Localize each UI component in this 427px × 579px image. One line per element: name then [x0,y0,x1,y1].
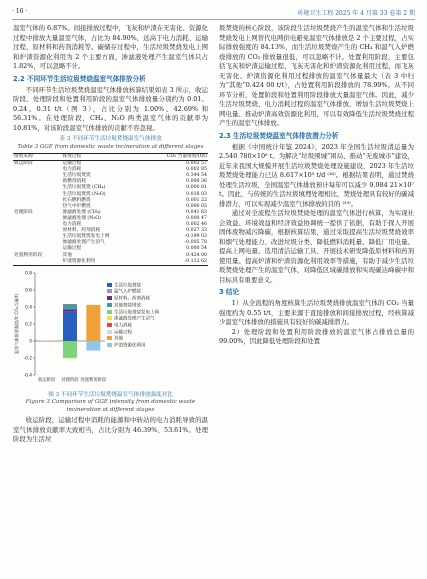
legend-swatch [107,303,112,307]
table-cell: 运输过程 [62,161,82,167]
table-row [13,259,208,266]
y-axis-label: 温室气体排放强度/(t CO₂当量/t) [14,293,19,354]
table-cell: 0.018 03 [186,191,207,197]
y-tick-label: 0 [29,339,32,345]
table-cell: 电力消耗 [62,167,82,173]
table-cell: 0.027 33 [186,228,207,234]
table-cell: 其他 [62,252,72,258]
legend-item [107,289,159,296]
table-cell: 0.000 01 [186,185,207,191]
paragraph: 圾焚烧的核心阶段，该阶段生活垃圾焚烧产生的温室气体和生活垃圾焚烧发电上网替代电网供电避免温室气体排放是 2 个主要过程，占实际排放强度的 84.13%，而生活垃圾焚烧产生的 CH₄ 和温气入炉燃烧排放的 CO₂ 排放量很低，可以忽略不计。处置利用阶段，主要包括飞灰和炉渣运输过程、飞灰无害化和炉渣资源化利用过程，而飞灰无害化、炉渣资源化利用过程排放的温室气体量最大（表 3 中归为“其他”0.424 00 t/t），占处置利用阶段排放的 78.99%。从不同环节分析，处置阶段和处置利用阶段排放大量温室气体。因此，减少生活垃圾焚烧、电力消耗过程的温室气体排放，增加生活垃圾焚烧上网电量、推动炉渣高效资源化利用，可以有效降低生活垃圾焚烧过程产生的温室气体排放。 [219,24,414,127]
figure-caption-en: Figure 3 Comparison of GGE intensity from domestic waste incineration at different stages [25,399,196,413]
bar-segment [86,341,100,351]
table-cell: 0.000 54 [186,246,207,252]
table-cell: 收运阶段 [14,161,33,167]
table-cell: 化石燃料燃烧 [62,197,91,203]
page-header [12,7,415,19]
x-category-label: 处置利用阶段 [80,377,107,383]
legend-label: 电力消耗 [114,323,132,329]
bar-segment [86,305,100,341]
bar-segment [63,311,77,340]
legend-label: 渗滤液处理产生沼气 [114,316,155,322]
y-tick-label: -0.2 [23,356,32,362]
legend-swatch [107,343,112,347]
legend-label: 其他焚烧排放 [114,303,141,309]
table-cell: 生活垃圾焚烧 (CH₄) [62,185,106,191]
bar-segment [63,304,77,309]
table-cell: -0.005 78 [184,240,207,246]
legend-swatch [107,289,112,293]
figure-caption: 图 3 不同环节生活垃圾焚烧温室气体排放强度对比 [48,391,173,398]
legend-item [107,323,159,330]
y-tick-label: -0.4 [23,373,32,379]
figure-3 [13,269,208,389]
x-category-label: 收运阶段 [38,377,56,383]
legend-label: 生活垃圾焚烧 [114,283,141,289]
legend-item [107,310,159,317]
table-cell: 渗滤液处理 (N₂O) [62,215,101,221]
paragraph: 收运阶段，运输过程中消耗的能源和中转站的电力消耗导致的温室气体排放贡献率大致相当，占比分别为 46.39%、53.61%。处理阶段为生活垃 [13,416,208,444]
legend-label: 原材料、药剂消耗 [114,296,150,302]
paragraph: 不同环节生活垃圾焚烧温室气体排放核算结果如表 3 所示，收运阶段、处理阶段和处置利用阶段的温室气体排放量分别约为 0.01、0.24、0.31 t/t（图 3），占比分别为 1.00%、42.69% 和 56.31%。在处理阶段，CH₄、N₂O 两类温室气体的贡献率为 10.81%，对该阶段温室气体排放的贡献不容忽视。 [13,85,208,132]
legend-item [107,336,159,343]
legend-swatch [107,323,112,327]
table-cell: 0.424 00 [186,252,207,258]
table-cell: 0.002 57 [186,161,207,167]
legend-swatch [107,316,112,320]
legend-label: 其他 [114,336,123,342]
table-cell: 0.002 46 [186,222,207,228]
legend-item [107,330,159,337]
section-heading-2-2: 2.2 不同环节生活垃圾焚烧温室气体排放分析 [13,74,146,83]
table-cell: -0.199 03 [184,234,207,240]
legend-swatch [107,296,112,300]
legend-swatch [107,283,112,287]
bar-segment [63,309,77,311]
table-cell: 助燃剂消耗 [62,179,86,185]
table-cell: 生活垃圾焚烧 [62,173,91,179]
table-caption: 表 3 不同环节生活垃圾焚烧温室气体排放 [59,136,162,142]
legend-item [107,303,159,310]
table-header-cell: CO₂ 当量排放/(t/t) [140,154,208,161]
y-tick-label: 0.8 [25,271,32,277]
table-cell: 原材料、药剂消耗 [62,228,101,234]
table-cell: 渗滤液处理产生沼气 [62,240,105,246]
table-header-row [13,154,208,161]
table-cell: 炉渣资源化利用 [62,258,96,264]
table-cell: 0.001 22 [186,197,207,203]
table-cell: 电力消耗 [62,222,82,228]
table-body [13,161,208,266]
table-cell: 处置利用阶段 [14,252,43,258]
chart-legend [107,283,159,350]
conclusion-2: 2）处理阶段和处置利用阶段排放的温室气体占排放总量的 99.00%，因此降低处理阶段和处置 [219,327,414,345]
table-header-cell: 排放过程 [62,154,141,161]
section-heading-3: 3 结论 [219,288,240,296]
bar-segment [63,341,77,358]
paragraph: 根据《中国统计年鉴 2024》，2023 年全国生活垃圾清运量为 2.540 780×10⁸ t。为解决“垃圾围城”困局、推动“无废城市”建设，近年来我国大规模开展生活垃圾焚烧处理设施建设，2023 年生活垃圾焚烧处理能力已达 8.617×10⁵ t/d ⁽³⁸⁾。根据结果表明，通过焚烧处理生活垃圾，全国温室气体排放预计每年可以减少 9.984 21×10⁷ t。因此，与传统的生活垃圾填埋处理相比，焚烧处理具有较好的碳减排潜力，可以实现减少温室气体排放的目的 ⁽³⁹⁾。 [219,142,414,208]
table-cell: 处理阶段 [14,209,33,215]
legend-label: 温气入炉燃烧 [114,289,141,295]
table-cell: 0.000 36 [186,179,207,185]
y-tick-label: 0.4 [25,305,32,311]
conclusion-1: 1）从全流程的角度核算生活垃圾焚烧排放温室气体的 CO₂ 当量强度约为 0.55 t/t，主要来源于直接排放和间接排放过程，经核算减少温室气体排放的措施具有较好的碳减排潜力。 [219,299,414,326]
legend-item [107,316,159,323]
legend-swatch [107,330,112,334]
section-heading-2-3: 2.3 生活垃圾焚烧温室气体排放潜力分析 [219,131,339,140]
legend-item [107,296,159,303]
left-column [13,24,208,445]
table-cell: 渗滤液处理 (CH₄) [62,209,101,215]
table-cell: 运输过程 [62,246,82,252]
right-column [219,24,414,347]
paragraph: 温室气体的 6.87%。间接排放过程中，飞灰和炉渣在无害化、资源化过程中排放大量温室气体，占比为 84.90%，远高于电力消耗、运输过程、原材料和药剂消耗等。碳储存过程中，生活垃圾焚烧发电上网和炉渣资源化利用为 2 个主要方面，渗滤液处理产生温室气体只占 1.82%，可以忽略不计。 [13,24,208,70]
table-caption-en: Table 3 GGE from domestic waste incineration at different stages [17,143,204,150]
table-row [13,161,208,168]
table-cell: 0.002 85 [186,167,207,173]
legend-label: 生活垃圾焚烧发电上网 [114,310,159,315]
legend-label: 炉渣资源化利用 [114,343,146,349]
header-rule [12,19,415,20]
table-cell: 生活垃圾焚烧 (N₂O) [62,191,106,197]
emissions-table [13,153,208,266]
table-cell: 0.000 47 [186,215,207,221]
table-cell: 0.344 54 [186,173,207,179]
table-cell: 0.000 05 [186,203,207,209]
legend-label: 运输过程 [114,330,132,336]
y-tick-label: 0.2 [25,322,32,328]
table-cell: 0.041 83 [186,209,207,215]
table-cell: 生活垃圾焚烧发电上网 [62,234,110,240]
legend-item [107,343,159,350]
paragraph: 通过对全流程生活垃圾焚烧处理的温室气体进行核算，为实现社会效益、环境效益和经济效益协调统一提供了依据，有助于探人开展固体废物减污降碳，根据核算结果，通过采取提高生活垃圾焚烧效率和烟气处理能力、改进垃圾分类、降低燃料消耗量、降低厂用电量、提高上网电量、选用清洁运输工具、开展技术研发降低原材料和药剂使用量、提高炉渣和炉渣资源化利用效率等措施，有助于减少生活垃圾焚烧处理产生的温室气体，对降低区域碳排放和实现碳达峰碳中和目标具有重要意义。 [219,209,414,284]
y-tick-label: 0.6 [25,288,32,294]
page-number: · 16 · [12,8,28,15]
legend-item [107,283,159,290]
table-header-cell: 排放来源 [13,154,62,161]
journal-info: 环境卫生工程 2025 年 4 月第 33 卷第 2 期 [297,10,415,17]
legend-swatch [107,336,112,340]
table-cell: -0.112 62 [184,258,207,264]
table-cell: 热气中炉燃烧 [62,203,91,209]
legend-swatch [107,310,112,314]
x-category-label: 处理阶段 [61,377,79,383]
table-cell [13,259,62,266]
